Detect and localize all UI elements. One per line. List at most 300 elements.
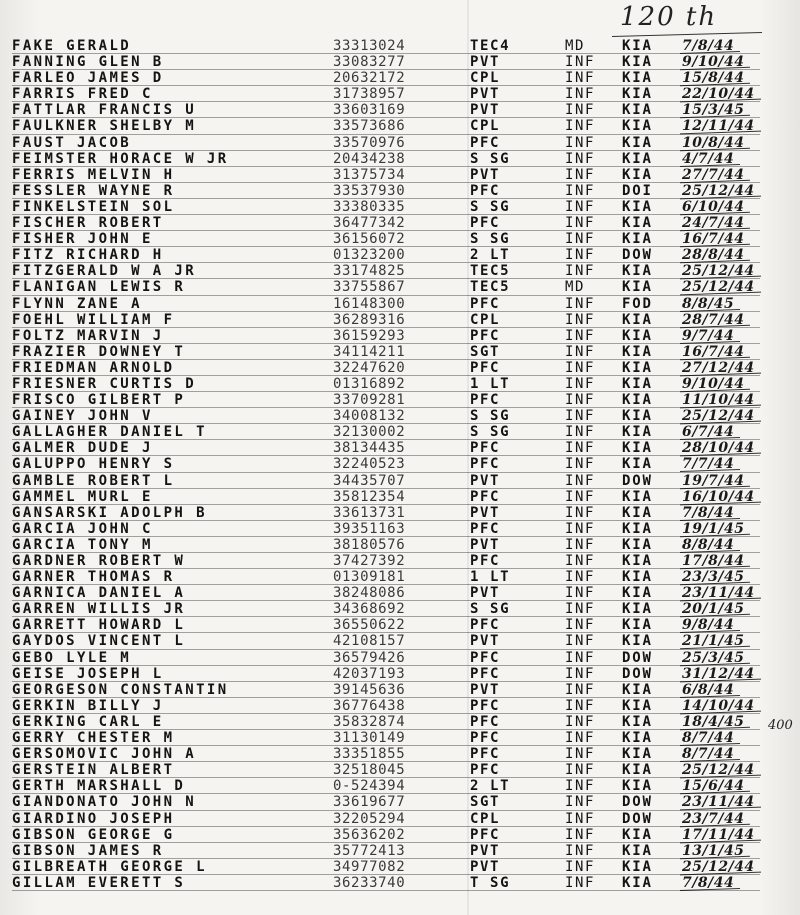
roster-branch: INF [565, 102, 596, 119]
roster-branch: INF [565, 359, 596, 376]
roster-serial: 42108157 [333, 633, 406, 650]
roster-branch: INF [565, 697, 596, 714]
roster-serial: 33613731 [333, 504, 406, 521]
roster-date: 8/7/44 [682, 730, 735, 747]
roster-date: 12/11/44 [682, 118, 755, 135]
roster-name: GERKING CARL E [12, 713, 164, 730]
roster-status: KIA [622, 569, 653, 586]
roster-row [0, 167, 800, 183]
roster-serial: 36156072 [333, 231, 406, 248]
roster-row [0, 553, 800, 569]
roster-date: 9/10/44 [682, 54, 745, 71]
roster-date: 13/1/45 [682, 842, 745, 859]
roster-name: FERRIS MELVIN H [12, 166, 175, 183]
roster-row [0, 456, 800, 472]
roster-status: KIA [622, 842, 653, 859]
roster-rank: S SG [470, 231, 511, 248]
roster-row [0, 811, 800, 827]
roster-date: 16/10/44 [682, 488, 755, 505]
roster-rank: TEC5 [470, 263, 511, 280]
row-divider [12, 890, 760, 891]
roster-rank: PVT [470, 166, 501, 183]
roster-serial: 38180576 [333, 536, 406, 553]
roster-row [0, 633, 800, 649]
roster-row [0, 199, 800, 215]
roster-rank: PVT [470, 681, 501, 698]
roster-row [0, 875, 800, 891]
roster-branch: INF [565, 54, 596, 71]
roster-rank: 2 LT [470, 778, 511, 795]
roster-row [0, 827, 800, 843]
roster-date: 8/8/45 [682, 295, 735, 312]
roster-date: 11/10/44 [682, 392, 755, 409]
roster-branch: INF [565, 343, 596, 360]
roster-rank: S SG [470, 424, 511, 441]
roster-row [0, 666, 800, 682]
roster-serial: 01309181 [333, 569, 406, 586]
roster-date: 27/12/44 [682, 359, 755, 376]
roster-rank: SGT [470, 794, 501, 811]
roster-rank: PFC [470, 134, 501, 151]
roster-row [0, 392, 800, 408]
roster-status: KIA [622, 778, 653, 795]
roster-status: KIA [622, 134, 653, 151]
roster-rank: PVT [470, 102, 501, 119]
roster-branch: INF [565, 263, 596, 280]
roster-name: GIANDONATO JOHN N [12, 794, 197, 811]
roster-row [0, 102, 800, 118]
roster-serial: 20632172 [333, 70, 406, 87]
roster-serial: 33083277 [333, 54, 406, 71]
roster-name: FAKE GERALD [12, 38, 132, 54]
roster-date: 31/12/44 [682, 665, 755, 682]
roster-status: KIA [622, 86, 653, 103]
roster-row [0, 376, 800, 392]
roster-serial: 36233740 [333, 874, 406, 891]
roster-branch: INF [565, 198, 596, 215]
roster-date: 9/7/44 [682, 327, 735, 344]
roster-status: DOW [622, 665, 653, 682]
roster-status: KIA [622, 681, 653, 698]
roster-rank: PVT [470, 842, 501, 859]
roster-name: GARDNER ROBERT W [12, 553, 186, 569]
roster-name: FRISCO GILBERT P [12, 392, 186, 409]
roster-serial: 36550622 [333, 617, 406, 634]
roster-branch: INF [565, 231, 596, 248]
roster-status: KIA [622, 730, 653, 747]
roster-rank: S SG [470, 150, 511, 167]
roster-status: KIA [622, 697, 653, 714]
roster-serial: 36477342 [333, 215, 406, 232]
roster-row [0, 151, 800, 167]
roster-name: GALMER DUDE J [12, 440, 153, 457]
roster-name: GIBSON GEORGE G [12, 826, 175, 843]
roster-status: KIA [622, 858, 653, 875]
roster-name: FLANIGAN LEWIS R [12, 279, 186, 296]
roster-branch: INF [565, 874, 596, 891]
roster-date: 25/12/44 [682, 279, 755, 296]
roster-date: 16/7/44 [682, 231, 745, 248]
roster-status: KIA [622, 408, 653, 425]
roster-row [0, 70, 800, 86]
roster-row [0, 762, 800, 778]
roster-row [0, 843, 800, 859]
roster-status: KIA [622, 311, 653, 328]
roster-date: 6/7/44 [682, 424, 735, 441]
roster-name: GERRY CHESTER M [12, 730, 175, 747]
roster-branch: INF [565, 134, 596, 151]
roster-serial: 33603169 [333, 102, 406, 119]
roster-status: KIA [622, 617, 653, 634]
roster-row [0, 714, 800, 730]
roster-date: 23/7/44 [682, 810, 745, 827]
roster-branch: INF [565, 858, 596, 875]
roster-name: FOLTZ MARVIN J [12, 327, 164, 344]
roster-row [0, 601, 800, 617]
roster-row [0, 617, 800, 633]
roster-name: GAYDOS VINCENT L [12, 633, 186, 650]
roster-date: 21/1/45 [682, 633, 745, 650]
roster-status: DOI [622, 182, 653, 199]
roster-branch: INF [565, 794, 596, 811]
roster-branch: INF [565, 633, 596, 650]
roster-date: 15/8/44 [682, 70, 745, 87]
roster-row [0, 537, 800, 553]
roster-name: FOEHL WILLIAM F [12, 311, 175, 328]
roster-date: 15/6/44 [682, 778, 745, 795]
roster-name: GALUPPO HENRY S [12, 456, 175, 473]
roster-date: 18/4/45 [682, 713, 745, 730]
roster-status: KIA [622, 343, 653, 360]
roster-row [0, 263, 800, 279]
roster-date: 6/10/44 [682, 198, 745, 215]
roster-rank: PFC [470, 359, 501, 376]
roster-branch: INF [565, 762, 596, 779]
roster-status: DOW [622, 794, 653, 811]
page-number-note: 120 th [620, 2, 718, 32]
roster-status: DOW [622, 810, 653, 827]
roster-branch: INF [565, 215, 596, 232]
roster-row [0, 585, 800, 601]
roster-status: KIA [622, 488, 653, 505]
roster-name: GARREN WILLIS JR [12, 601, 186, 618]
roster-rank: CPL [470, 70, 501, 87]
roster-status: KIA [622, 231, 653, 248]
roster-status: KIA [622, 375, 653, 392]
roster-status: KIA [622, 585, 653, 602]
roster-row [0, 215, 800, 231]
roster-branch: INF [565, 150, 596, 167]
roster-branch: INF [565, 408, 596, 425]
roster-row [0, 489, 800, 505]
roster-status: KIA [622, 504, 653, 521]
roster-rank: PFC [470, 697, 501, 714]
roster-date: 25/12/44 [682, 263, 755, 280]
roster-branch: INF [565, 166, 596, 183]
roster-date: 23/3/45 [682, 569, 745, 586]
roster-rank: PFC [470, 713, 501, 730]
roster-serial: 38248086 [333, 585, 406, 602]
roster-branch: INF [565, 247, 596, 264]
roster-rank: PFC [470, 649, 501, 666]
roster-rank: PVT [470, 536, 501, 553]
roster-date: 7/7/44 [682, 456, 735, 473]
roster-branch: INF [565, 182, 596, 199]
roster-rank: PFC [470, 295, 501, 312]
roster-status: DOW [622, 649, 653, 666]
roster-status: KIA [622, 826, 653, 843]
roster-row [0, 54, 800, 70]
roster-row [0, 344, 800, 360]
roster-name: GALLAGHER DANIEL T [12, 424, 207, 441]
roster-status: KIA [622, 327, 653, 344]
roster-rank: CPL [470, 810, 501, 827]
roster-serial: 34435707 [333, 472, 406, 489]
roster-serial: 33709281 [333, 392, 406, 409]
roster-branch: INF [565, 392, 596, 409]
roster-row [0, 440, 800, 456]
roster-date: 7/8/44 [682, 504, 735, 521]
roster-date: 23/11/44 [682, 585, 755, 602]
roster-date: 25/3/45 [682, 649, 745, 666]
roster-rank: T SG [470, 874, 511, 891]
roster-serial: 42037193 [333, 665, 406, 682]
roster-serial: 31375734 [333, 166, 406, 183]
roster-status: KIA [622, 456, 653, 473]
roster-status: KIA [622, 633, 653, 650]
roster-branch: INF [565, 472, 596, 489]
roster-row [0, 569, 800, 585]
roster-serial: 31738957 [333, 86, 406, 103]
roster-name: FITZ RICHARD H [12, 247, 164, 264]
roster-date: 25/12/44 [682, 858, 755, 875]
roster-branch: INF [565, 617, 596, 634]
roster-row [0, 86, 800, 102]
roster-status: KIA [622, 54, 653, 71]
roster-row [0, 360, 800, 376]
roster-branch: INF [565, 295, 596, 312]
roster-status: FOD [622, 295, 653, 312]
roster-branch: INF [565, 842, 596, 859]
roster-rank: PFC [470, 617, 501, 634]
roster-date: 28/7/44 [682, 311, 745, 328]
roster-branch: MD [565, 38, 586, 54]
roster-rank: PFC [470, 762, 501, 779]
roster-branch: INF [565, 730, 596, 747]
roster-name: FISCHER ROBERT [12, 215, 164, 232]
roster-status: KIA [622, 553, 653, 569]
roster-date: 19/7/44 [682, 472, 745, 489]
roster-date: 24/7/44 [682, 215, 745, 232]
roster-branch: INF [565, 440, 596, 457]
roster-serial: 33380335 [333, 198, 406, 215]
roster-row [0, 730, 800, 746]
roster-name: GERTH MARSHALL D [12, 778, 186, 795]
roster-serial: 32247620 [333, 359, 406, 376]
roster-date: 4/7/44 [682, 150, 735, 167]
roster-row [0, 778, 800, 794]
roster-name: GERSOMOVIC JOHN A [12, 746, 197, 763]
roster-date: 14/10/44 [682, 697, 755, 714]
roster-row [0, 521, 800, 537]
roster-status: KIA [622, 70, 653, 87]
roster-status: KIA [622, 520, 653, 537]
roster-date: 7/8/44 [682, 38, 735, 54]
roster-serial: 36159293 [333, 327, 406, 344]
roster-serial: 33755867 [333, 279, 406, 296]
roster-name: GARRETT HOWARD L [12, 617, 186, 634]
roster-name: FARLEO JAMES D [12, 70, 164, 87]
roster-rank: PFC [470, 730, 501, 747]
roster-name: FRAZIER DOWNEY T [12, 343, 186, 360]
roster-date: 8/8/44 [682, 536, 735, 553]
roster-status: KIA [622, 424, 653, 441]
roster-row [0, 408, 800, 424]
roster-row [0, 118, 800, 134]
roster-branch: INF [565, 681, 596, 698]
roster-row [0, 424, 800, 440]
roster-name: GEORGESON CONSTANTIN [12, 681, 229, 698]
roster-rank: PVT [470, 633, 501, 650]
roster-serial: 33537930 [333, 182, 406, 199]
roster-serial: 33174825 [333, 263, 406, 280]
roster-date: 16/7/44 [682, 343, 745, 360]
roster-date: 6/8/44 [682, 681, 735, 698]
roster-serial: 0-524394 [333, 778, 406, 795]
roster-date: 15/3/45 [682, 102, 745, 119]
roster-name: GARNICA DANIEL A [12, 585, 186, 602]
roster-row [0, 135, 800, 151]
roster-status: KIA [622, 440, 653, 457]
roster-rank: PFC [470, 665, 501, 682]
roster-row [0, 859, 800, 875]
roster-rank: PFC [470, 182, 501, 199]
roster-row [0, 247, 800, 263]
roster-rank: PFC [470, 440, 501, 457]
roster-rank: CPL [470, 118, 501, 135]
roster-rank: PFC [470, 456, 501, 473]
roster-date: 20/1/45 [682, 601, 745, 618]
roster-status: KIA [622, 118, 653, 135]
roster-date: 9/8/44 [682, 617, 735, 634]
margin-note: 400 [768, 718, 793, 733]
roster-date: 27/7/44 [682, 166, 745, 183]
roster-name: GANSARSKI ADOLPH B [12, 504, 207, 521]
roster-serial: 36776438 [333, 697, 406, 714]
roster-branch: INF [565, 810, 596, 827]
roster-row [0, 296, 800, 312]
roster-branch: INF [565, 504, 596, 521]
roster-rank: PFC [470, 553, 501, 569]
roster-row [0, 38, 800, 54]
roster-name: FAUST JACOB [12, 134, 132, 151]
roster-date: 28/8/44 [682, 247, 745, 264]
roster-name: GAMMEL MURL E [12, 488, 153, 505]
roster-serial: 35812354 [333, 488, 406, 505]
roster-serial: 37427392 [333, 553, 406, 569]
roster-date: 25/12/44 [682, 762, 755, 779]
roster-serial: 35832874 [333, 713, 406, 730]
roster-name: FAULKNER SHELBY M [12, 118, 197, 135]
roster-name: GEISE JOSEPH L [12, 665, 164, 682]
roster-name: FLYNN ZANE A [12, 295, 142, 312]
roster-date: 19/1/45 [682, 520, 745, 537]
roster-date: 9/10/44 [682, 375, 745, 392]
roster-date: 7/8/44 [682, 874, 735, 891]
roster-rank: S SG [470, 601, 511, 618]
roster-rank: PVT [470, 54, 501, 71]
roster-list [0, 38, 800, 891]
roster-branch: INF [565, 456, 596, 473]
roster-status: KIA [622, 601, 653, 618]
roster-row [0, 650, 800, 666]
roster-date: 8/7/44 [682, 746, 735, 763]
roster-status: KIA [622, 392, 653, 409]
roster-serial: 34008132 [333, 408, 406, 425]
roster-date: 10/8/44 [682, 134, 745, 151]
roster-row [0, 312, 800, 328]
roster-branch: INF [565, 746, 596, 763]
roster-serial: 36579426 [333, 649, 406, 666]
roster-branch: INF [565, 70, 596, 87]
roster-serial: 01316892 [333, 375, 406, 392]
roster-name: GAINEY JOHN V [12, 408, 153, 425]
roster-rank: PFC [470, 392, 501, 409]
roster-rank: TEC5 [470, 279, 511, 296]
roster-status: KIA [622, 874, 653, 891]
roster-row [0, 746, 800, 762]
roster-rank: PVT [470, 585, 501, 602]
roster-date: 17/8/44 [682, 553, 745, 569]
roster-name: FRIESNER CURTIS D [12, 375, 197, 392]
roster-status: KIA [622, 38, 653, 54]
roster-branch: INF [565, 536, 596, 553]
roster-row [0, 698, 800, 714]
roster-row [0, 505, 800, 521]
roster-branch: INF [565, 488, 596, 505]
roster-rank: 2 LT [470, 247, 511, 264]
roster-rank: PFC [470, 520, 501, 537]
roster-serial: 32518045 [333, 762, 406, 779]
roster-serial: 35636202 [333, 826, 406, 843]
roster-branch: INF [565, 569, 596, 586]
roster-branch: INF [565, 601, 596, 618]
roster-branch: INF [565, 713, 596, 730]
roster-serial: 33351855 [333, 746, 406, 763]
roster-serial: 32240523 [333, 456, 406, 473]
roster-date: 17/11/44 [682, 826, 755, 843]
roster-status: KIA [622, 166, 653, 183]
roster-serial: 16148300 [333, 295, 406, 312]
roster-serial: 33570976 [333, 134, 406, 151]
roster-rank: PFC [470, 826, 501, 843]
roster-rank: PFC [470, 327, 501, 344]
roster-name: FARRIS FRED C [12, 86, 153, 103]
roster-date: 25/12/44 [682, 408, 755, 425]
roster-name: GARCIA TONY M [12, 536, 153, 553]
roster-rank: PFC [470, 746, 501, 763]
roster-rank: S SG [470, 408, 511, 425]
roster-status: DOW [622, 472, 653, 489]
roster-date: 28/10/44 [682, 440, 755, 457]
roster-rank: PFC [470, 488, 501, 505]
roster-row [0, 473, 800, 489]
roster-serial: 38134435 [333, 440, 406, 457]
roster-status: KIA [622, 215, 653, 232]
roster-name: GARCIA JOHN C [12, 520, 153, 537]
roster-status: KIA [622, 713, 653, 730]
roster-rank: PVT [470, 504, 501, 521]
